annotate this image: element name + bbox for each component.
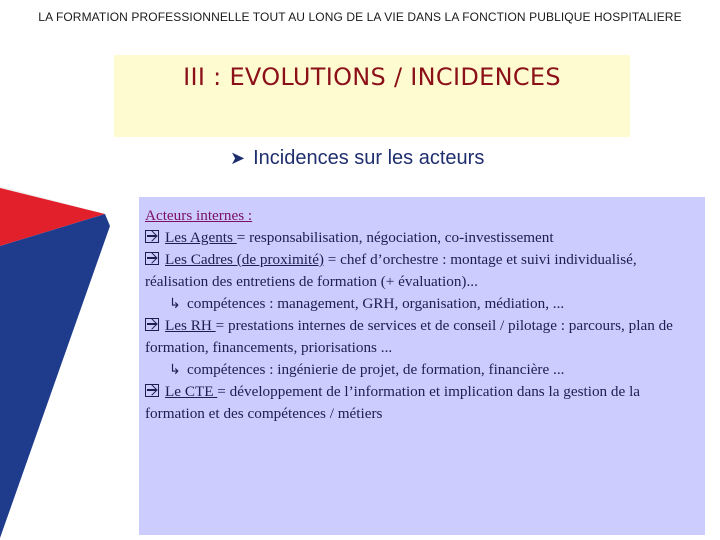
curved-arrow-icon: ↳ (169, 296, 181, 312)
flag-decoration (0, 186, 110, 538)
cadres-competences (145, 293, 700, 315)
cadres-text: = chef d’orchestre : montage et suivi individualisé, réalisation des entretiens de formation (+ évaluation)... (145, 251, 637, 290)
boxed-arrow-icon (145, 230, 159, 243)
rh-competences-text: compétences : ingénierie de projet, de formation, financière ... (187, 361, 565, 378)
subtitle-text: Incidences sur les acteurs (253, 147, 485, 169)
content-text (145, 205, 700, 425)
subtitle (230, 147, 484, 170)
rh-label: Les RH (165, 317, 216, 334)
cte-paragraph (145, 381, 700, 425)
arrow-icon: ➤ (230, 148, 246, 168)
cadres-paragraph (145, 249, 700, 293)
page-header: LA FORMATION PROFESSIONNELLE TOUT AU LONG DE LA VIE DANS LA FONCTION PUBLIQUE HOSPITALIERE (38, 10, 682, 24)
agents-paragraph (145, 227, 700, 249)
title-box (114, 55, 630, 137)
boxed-arrow-icon (145, 384, 159, 397)
rh-text: = prestations internes de services et de conseil / pilotage : parcours, plan de formation, financements, priorisations ... (145, 317, 673, 356)
curved-arrow-icon: ↳ (169, 362, 181, 378)
rh-competences (145, 359, 700, 381)
intro-heading: Acteurs internes : (145, 207, 253, 224)
boxed-arrow-icon (145, 252, 159, 265)
slide-title: III : EVOLUTIONS / INCIDENCES (183, 63, 561, 91)
cte-text: = développement de l’information et implication dans la gestion de la formation et des compétences / métiers (145, 383, 641, 422)
rh-paragraph (145, 315, 700, 359)
cadres-competences-text: compétences : management, GRH, organisation, médiation, ... (187, 295, 565, 312)
agents-label: Les Agents (165, 229, 237, 246)
agents-text: = responsabilisation, négociation, co-investissement (236, 229, 554, 246)
boxed-arrow-icon (145, 318, 159, 331)
cadres-label: Les Cadres (de proximité) (165, 251, 324, 268)
cte-label: Le CTE (165, 383, 218, 400)
